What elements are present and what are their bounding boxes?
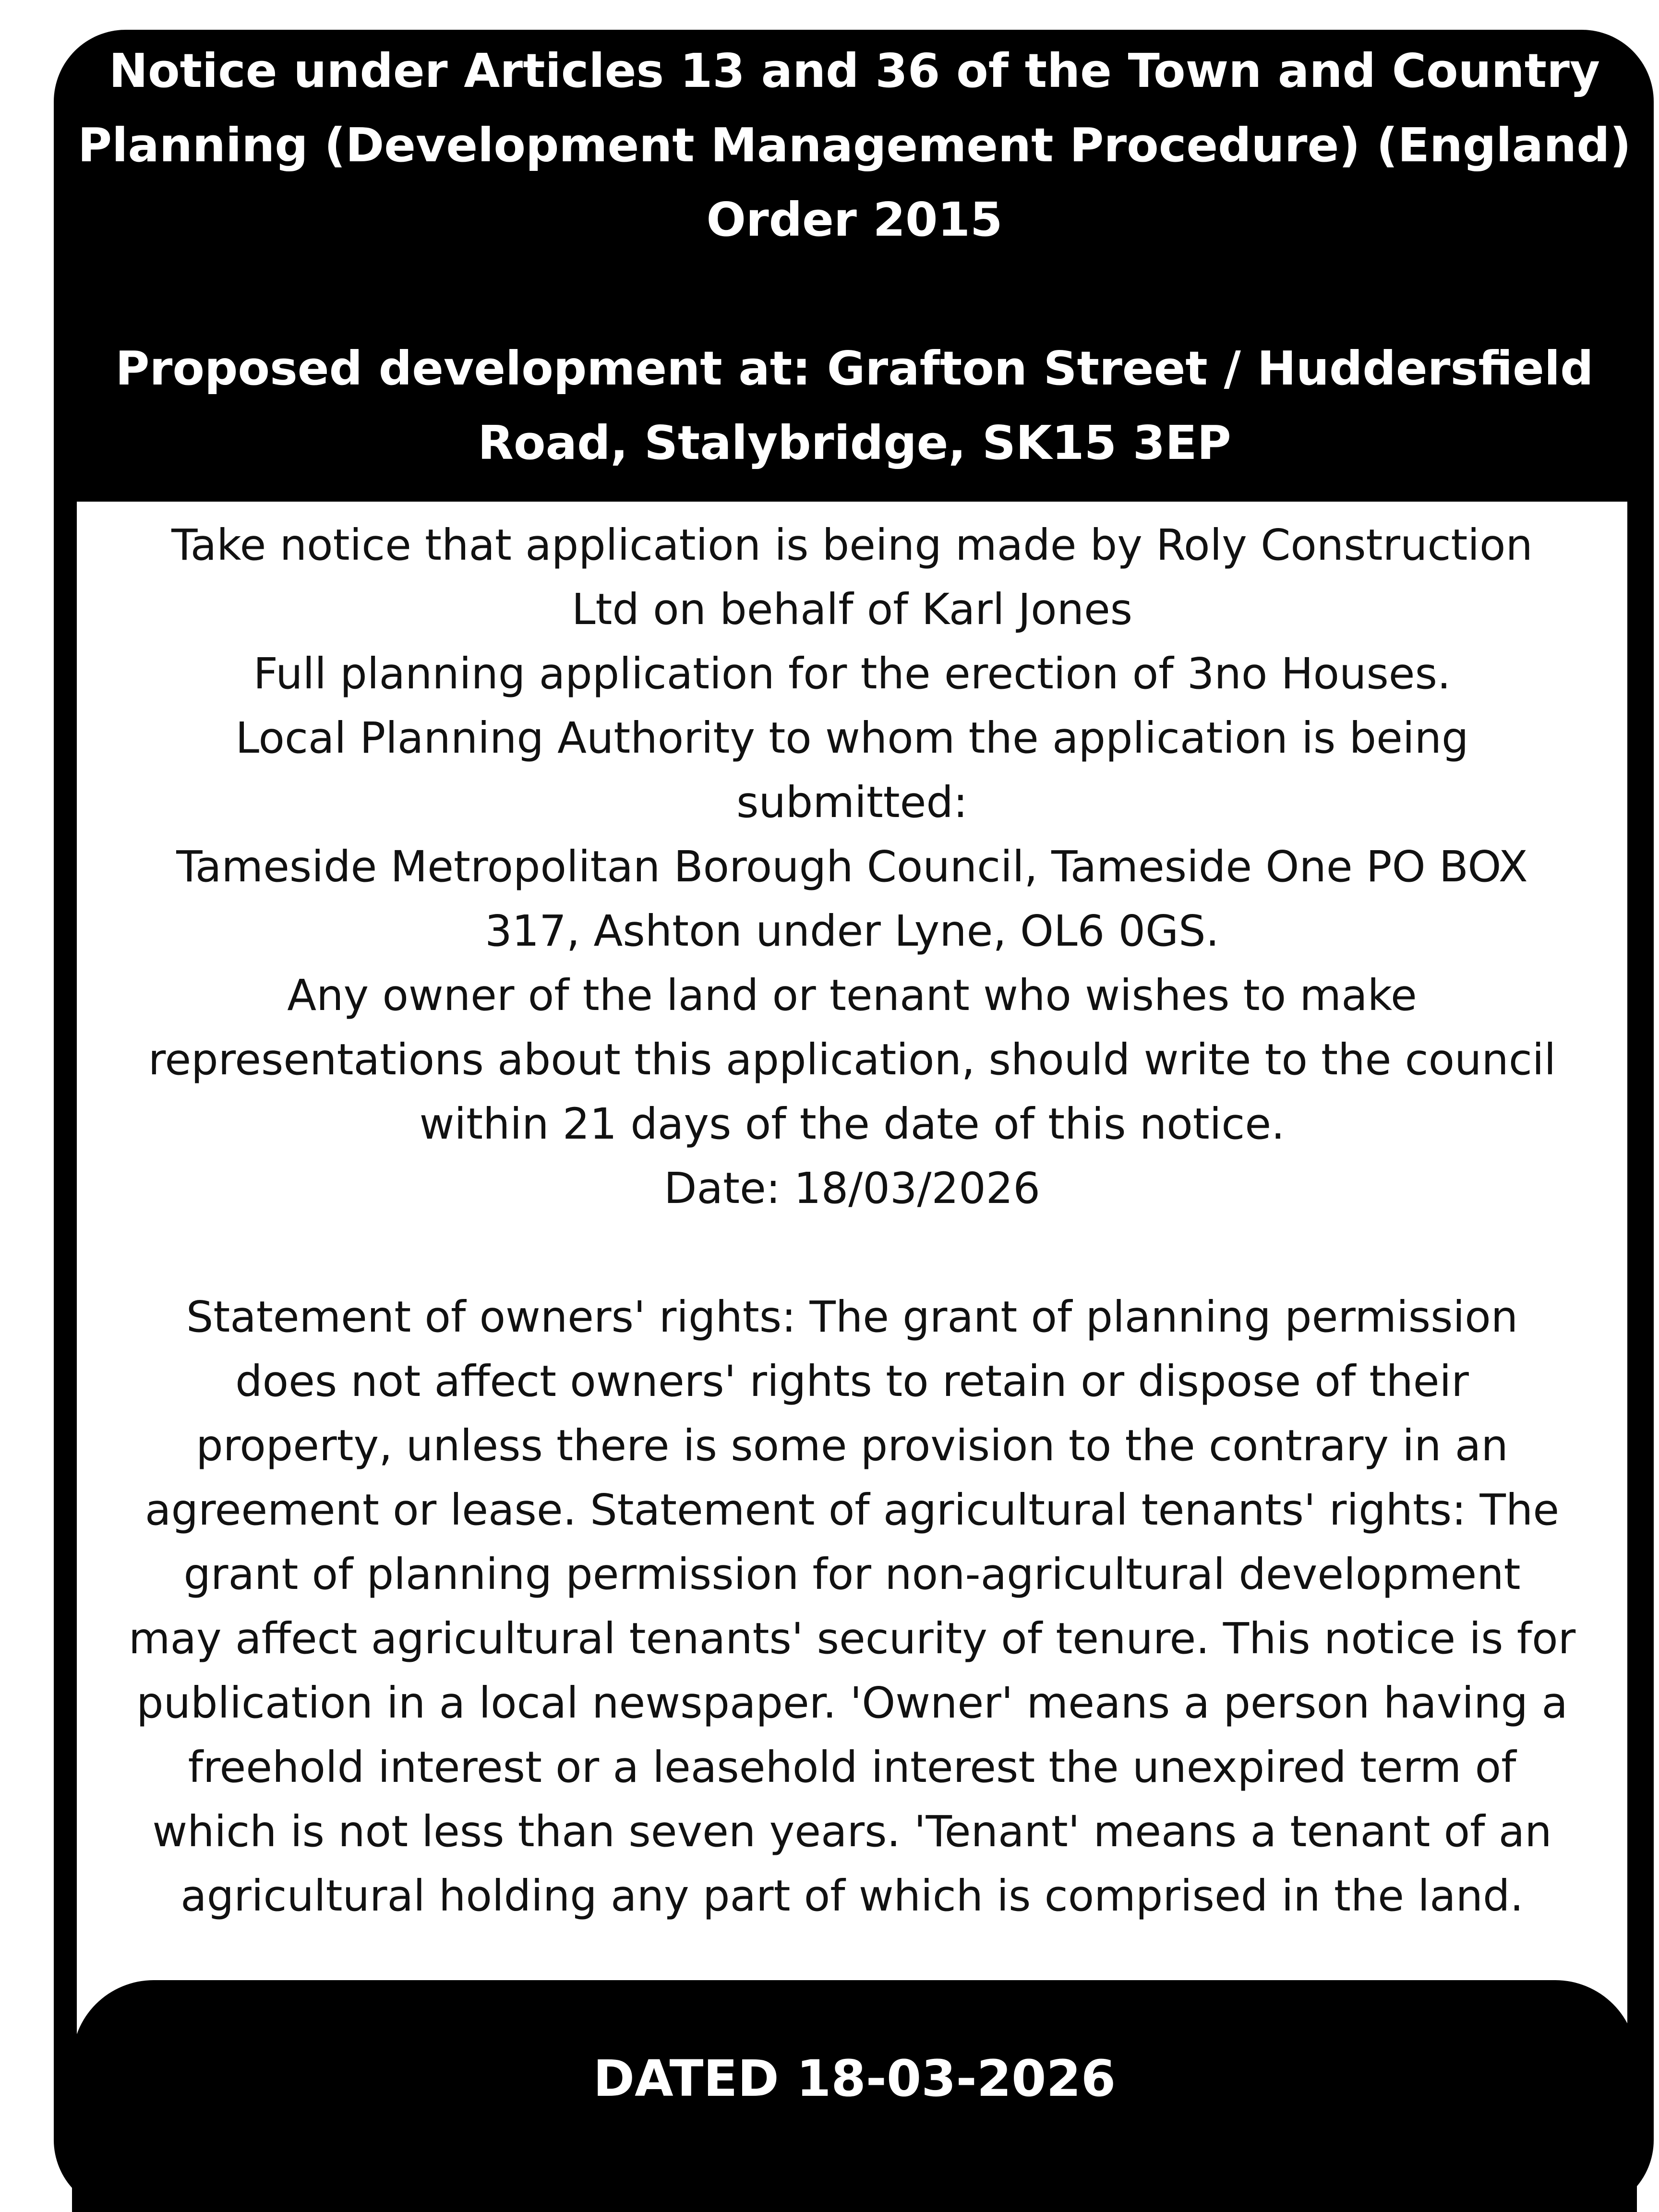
notice-line: Full planning application for the erection of 3no Houses. <box>253 649 1451 698</box>
notice-line: Take notice that application is being made by Roly Construction <box>171 520 1533 570</box>
rights-line: freehold interest or a leasehold interest the unexpired term of <box>188 1742 1516 1792</box>
rights-line: may affect agricultural tenants' security of tenure. This notice is for <box>128 1613 1576 1663</box>
rights-line: Statement of owners' rights: The grant of planning permission <box>186 1292 1518 1342</box>
rights-line: which is not less than seven years. 'Tenant' means a tenant of an <box>152 1806 1552 1856</box>
notice-line: Any owner of the land or tenant who wishes to make <box>287 970 1417 1020</box>
notice-date: Date: 18/03/2026 <box>664 1163 1040 1213</box>
notice-line: Tameside Metropolitan Borough Council, Tameside One PO BOX <box>176 842 1528 891</box>
rights-line: does not affect owners' rights to retain or dispose of their <box>235 1356 1469 1406</box>
notice-header <box>77 34 1632 480</box>
rights-line: agricultural holding any part of which is comprised in the land. <box>180 1871 1524 1921</box>
notice-line: Local Planning Authority to whom the application is being <box>235 713 1469 763</box>
notice-body <box>79 513 1625 1928</box>
title-line: Notice under Articles 13 and 36 of the Town and Country <box>108 44 1600 98</box>
rights-line: property, unless there is some provision to the contrary in an <box>196 1420 1508 1470</box>
notice-line: submitted: <box>736 777 968 827</box>
dated-label: DATED 18-03-2026 <box>593 2049 1116 2108</box>
rights-line: agreement or lease. Statement of agricultural tenants' rights: The <box>144 1485 1560 1535</box>
notice-line: within 21 days of the date of this notice. <box>419 1099 1285 1149</box>
title-line: Planning (Development Management Procedure) (England) <box>78 118 1631 172</box>
site-line: Proposed development at: Grafton Street / Huddersfield <box>115 341 1594 396</box>
notice-line: 317, Ashton under Lyne, OL6 0GS. <box>485 906 1219 956</box>
title-line: Order 2015 <box>706 192 1003 247</box>
notice-line: representations about this application, should write to the council <box>148 1034 1556 1084</box>
rights-line: publication in a local newspaper. 'Owner' means a person having a <box>136 1678 1568 1728</box>
notice-line: Ltd on behalf of Karl Jones <box>571 584 1133 634</box>
site-line: Road, Stalybridge, SK15 3EP <box>478 416 1231 470</box>
rights-line: grant of planning permission for non-agricultural development <box>183 1549 1521 1599</box>
